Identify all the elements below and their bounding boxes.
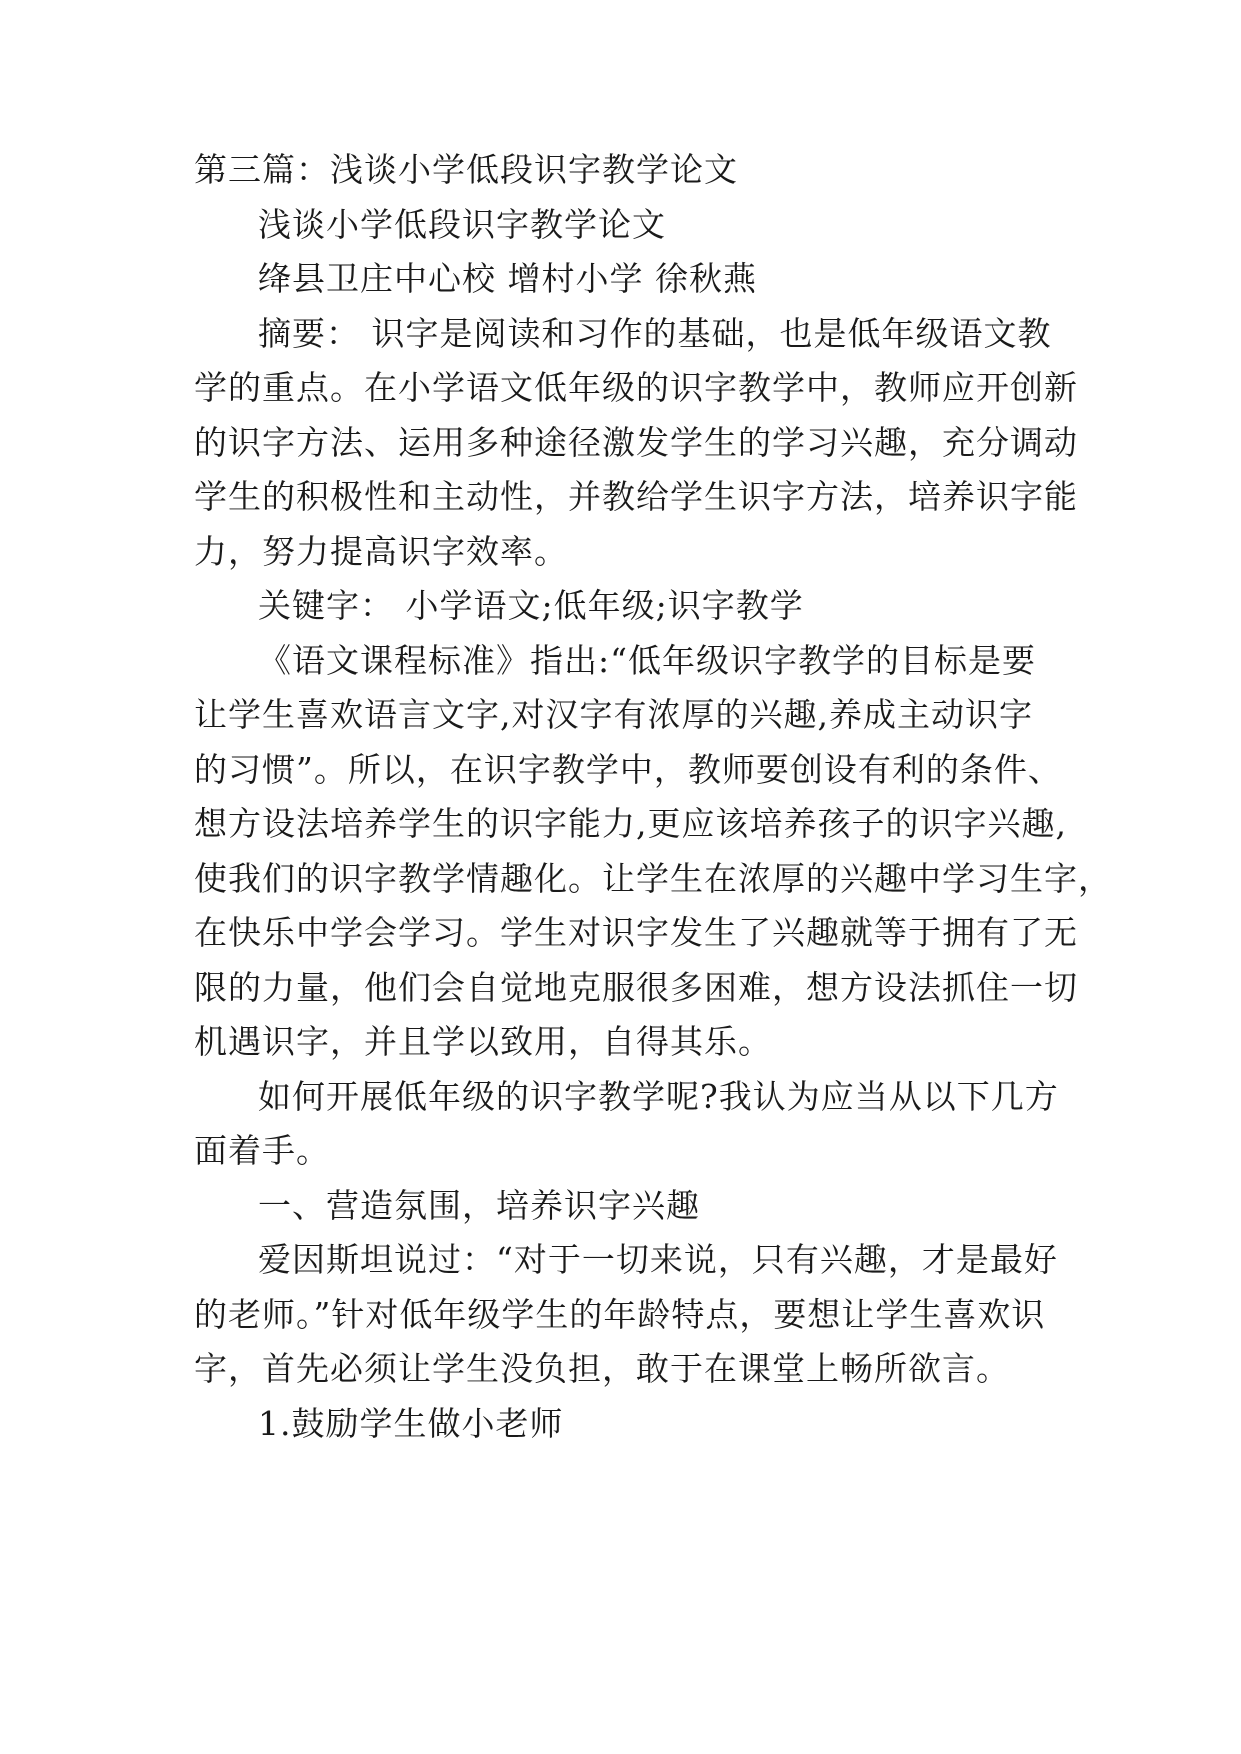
section-heading: 第三篇：浅谈小学低段识字教学论文 <box>194 150 738 189</box>
paragraph-line: 的习惯”。所以，在识字教学中，教师要创设有利的条件、 <box>194 750 1062 789</box>
paragraph-line: 机遇识字，并且学以致用，自得其乐。 <box>194 1022 772 1061</box>
paragraph-line: 在快乐中学会学习。学生对识字发生了兴趣就等于拥有了无 <box>194 913 1078 952</box>
paragraph-line: 《语文课程标准》指出:“低年级识字教学的目标是要 <box>258 641 1036 680</box>
abstract-line: 力，努力提高识字效率。 <box>194 532 568 571</box>
section-subheading: 一、营造氛围，培养识字兴趣 <box>258 1186 700 1225</box>
abstract-line: 的识字方法、运用多种途径激发学生的学习兴趣，充分调动 <box>194 423 1078 462</box>
keywords-line: 关键字： 小学语文;低年级;识字教学 <box>258 586 804 625</box>
paragraph-line: 的老师。”针对低年级学生的年龄特点，要想让学生喜欢识 <box>194 1295 1046 1334</box>
paragraph-line: 使我们的识字教学情趣化。让学生在浓厚的兴趣中学习生字， <box>194 859 1112 898</box>
paragraph-line: 想方设法培养学生的识字能力,更应该培养孩子的识字兴趣, <box>194 804 1067 843</box>
paragraph-line: 爱因斯坦说过：“对于一切来说，只有兴趣，才是最好 <box>258 1240 1058 1279</box>
abstract-line: 摘要： 识字是阅读和习作的基础，也是低年级语文教 <box>258 314 1052 353</box>
abstract-line: 学生的积极性和主动性，并教给学生识字方法，培养识字能 <box>194 477 1078 516</box>
paragraph-line: 如何开展低年级的识字教学呢?我认为应当从以下几方 <box>258 1077 1059 1116</box>
abstract-line: 学的重点。在小学语文低年级的识字教学中，教师应开创新 <box>194 368 1078 407</box>
paragraph-line: 面着手。 <box>194 1131 330 1170</box>
paragraph-line: 让学生喜欢语言文字,对汉字有浓厚的兴趣,养成主动识字 <box>194 695 1033 734</box>
paragraph-line: 字，首先必须让学生没负担，敢于在课堂上畅所欲言。 <box>194 1349 1010 1388</box>
author-line: 绛县卫庄中心校 增村小学 徐秋燕 <box>258 259 757 298</box>
paragraph-line: 限的力量，他们会自觉地克服很多困难，想方设法抓住一切 <box>194 968 1078 1007</box>
section-subheading: 1.鼓励学生做小老师 <box>258 1404 564 1443</box>
paper-title: 浅谈小学低段识字教学论文 <box>258 205 666 244</box>
